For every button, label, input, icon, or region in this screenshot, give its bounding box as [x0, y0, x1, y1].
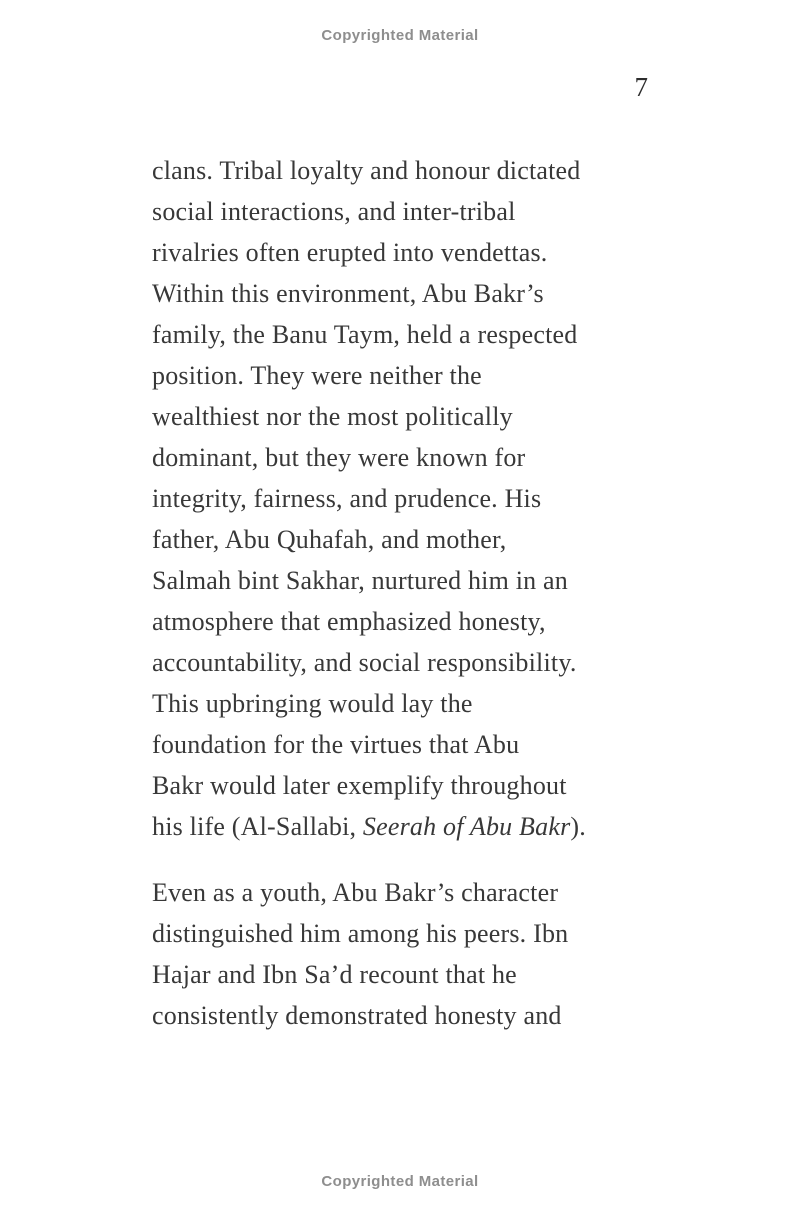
text-line: integrity, fairness, and prudence. His	[152, 484, 542, 513]
text-line: Even as a youth, Abu Bakr’s character	[152, 878, 559, 907]
text-line: family, the Banu Taym, held a respected	[152, 320, 578, 349]
text-line: distinguished him among his peers. Ibn	[152, 919, 569, 948]
text-line: his life (Al-Sallabi, Seerah of Abu Bakr).	[152, 812, 586, 841]
text-line: accountability, and social responsibility.	[152, 648, 577, 677]
paragraph	[152, 150, 652, 847]
copyright-watermark-bottom: Copyrighted Material	[321, 1173, 479, 1190]
text-line: Salmah bint Sakhar, nurtured him in an	[152, 566, 568, 595]
page-number: 7	[634, 72, 648, 102]
text-body	[152, 150, 652, 1036]
text-line: clans. Tribal loyalty and honour dictated	[152, 156, 581, 185]
copyright-watermark-top: Copyrighted Material	[321, 27, 479, 44]
text-line: Within this environment, Abu Bakr’s	[152, 279, 544, 308]
text-line: foundation for the virtues that Abu	[152, 730, 520, 759]
text-line: rivalries often erupted into vendettas.	[152, 238, 548, 267]
text-line: position. They were neither the	[152, 361, 482, 390]
text-line: father, Abu Quhafah, and mother,	[152, 525, 507, 554]
text-line: wealthiest nor the most politically	[152, 402, 513, 431]
text-line: Hajar and Ibn Sa’d recount that he	[152, 960, 517, 989]
text-line: dominant, but they were known for	[152, 443, 526, 472]
paragraph	[152, 872, 652, 1036]
text-line: This upbringing would lay the	[152, 689, 473, 718]
text-line: Bakr would later exemplify throughout	[152, 771, 567, 800]
text-line: social interactions, and inter-tribal	[152, 197, 516, 226]
text-line: atmosphere that emphasized honesty,	[152, 607, 546, 636]
text-line: consistently demonstrated honesty and	[152, 1001, 562, 1030]
